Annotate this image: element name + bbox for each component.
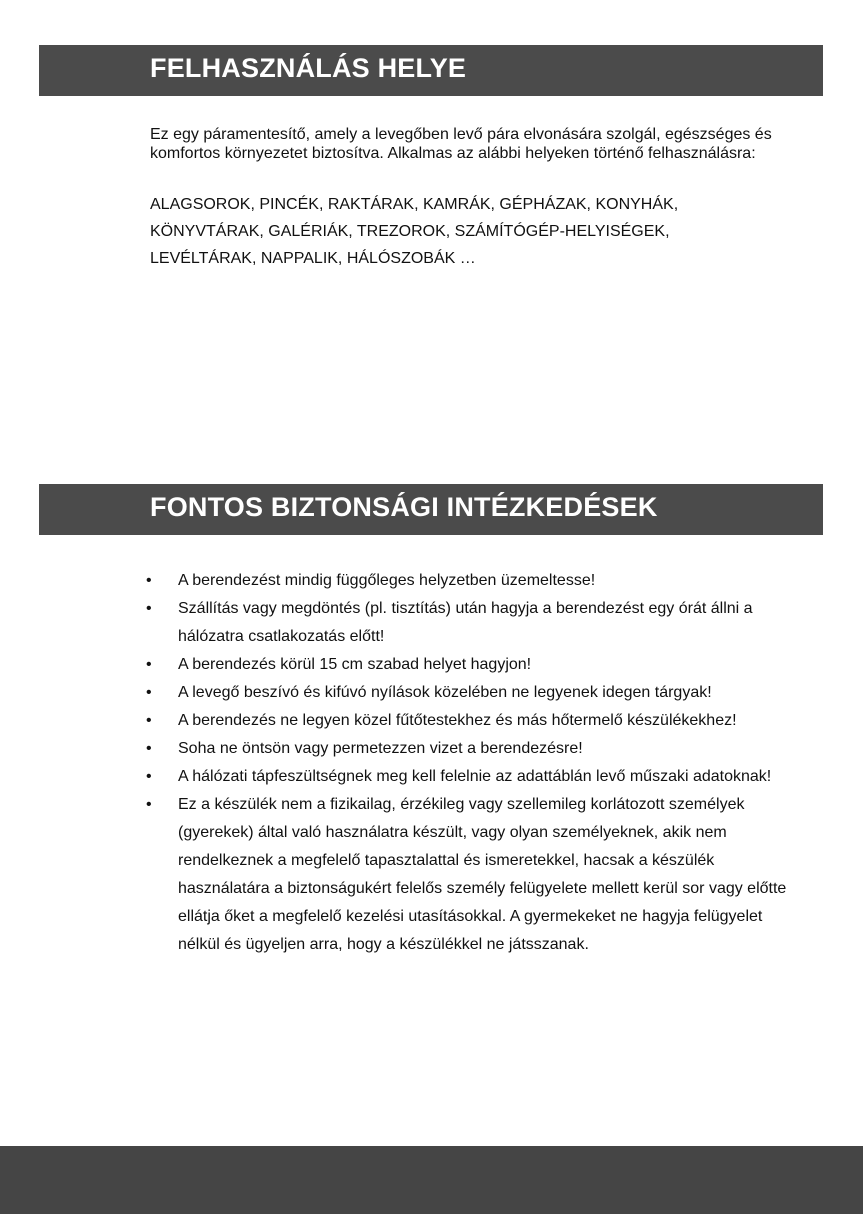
bullet-icon: • <box>146 712 152 729</box>
page-footer-band <box>0 1146 863 1214</box>
places-line: LEVÉLTÁRAK, NAPPALIK, HÁLÓSZOBÁK … <box>150 250 476 267</box>
places-line: ALAGSOROK, PINCÉK, RAKTÁRAK, KAMRÁK, GÉPHÁZAK, KONYHÁK, <box>150 196 679 213</box>
list-item-text: A berendezés ne legyen közel fűtőtestekhez és más hőtermelő készülékekhez! <box>178 712 737 729</box>
list-item <box>146 763 800 791</box>
section-header-safety <box>39 484 823 535</box>
bullet-icon: • <box>146 768 152 785</box>
list-item-text: Ez a készülék nem a fizikailag, érzékileg vagy szellemileg korlátozott személyek (gyerekek) által való használatra készült, vagy olyan személyeknek, akik nem rendelkeznek a megfelelő tapasztalattal és ismeretekkel, hacsak a készülék használatára a biztonságukért felelős személy felügyelete mellett kerül sor vagy előtte ellátja őket a megfelelő kezelési utasításokkal. A gyermekeket ne hagyja felügyelet nélkül és ügyeljen arra, hogy a készülékkel ne játsszanak. <box>178 796 787 953</box>
section-header-usage <box>39 45 823 96</box>
bullet-icon: • <box>146 684 152 701</box>
list-item <box>146 679 800 707</box>
list-item <box>146 707 800 735</box>
usage-intro-text: Ez egy páramentesítő, amely a levegőben levő pára elvonására szolgál, egészséges és komfortos környezetet biztosítva. Alkalmas az alábbi helyeken történő felhasználásra: <box>150 126 772 162</box>
section-title-usage: FELHASZNÁLÁS HELYE <box>150 53 467 83</box>
usage-places-list <box>150 191 830 272</box>
section-title-safety: FONTOS BIZTONSÁGI INTÉZKEDÉSEK <box>150 492 658 522</box>
places-line: KÖNYVTÁRAK, GALÉRIÁK, TREZOROK, SZÁMÍTÓGÉP-HELYISÉGEK, <box>150 223 670 240</box>
list-item <box>146 735 800 763</box>
list-item <box>146 567 800 595</box>
list-item-text: Szállítás vagy megdöntés (pl. tisztítás) után hagyja a berendezést egy órát állni a hálózatra csatlakozatás előtt! <box>178 600 753 645</box>
list-item <box>146 791 800 959</box>
list-item <box>146 651 800 679</box>
bullet-icon: • <box>146 600 152 617</box>
safety-bullet-list <box>146 567 800 959</box>
bullet-icon: • <box>146 572 152 589</box>
list-item-text: A berendezés körül 15 cm szabad helyet hagyjon! <box>178 656 532 673</box>
bullet-icon: • <box>146 796 152 813</box>
bullet-icon: • <box>146 656 152 673</box>
bullet-icon: • <box>146 740 152 757</box>
list-item-text: A berendezést mindig függőleges helyzetben üzemeltesse! <box>178 572 596 589</box>
list-item <box>146 595 800 651</box>
list-item-text: A hálózati tápfeszültségnek meg kell felelnie az adattáblán levő műszaki adatoknak! <box>178 768 772 785</box>
list-item-text: Soha ne öntsön vagy permetezzen vizet a berendezésre! <box>178 740 583 757</box>
list-item-text: A levegő beszívó és kifúvó nyílások közelében ne legyenek idegen tárgyak! <box>178 684 712 701</box>
